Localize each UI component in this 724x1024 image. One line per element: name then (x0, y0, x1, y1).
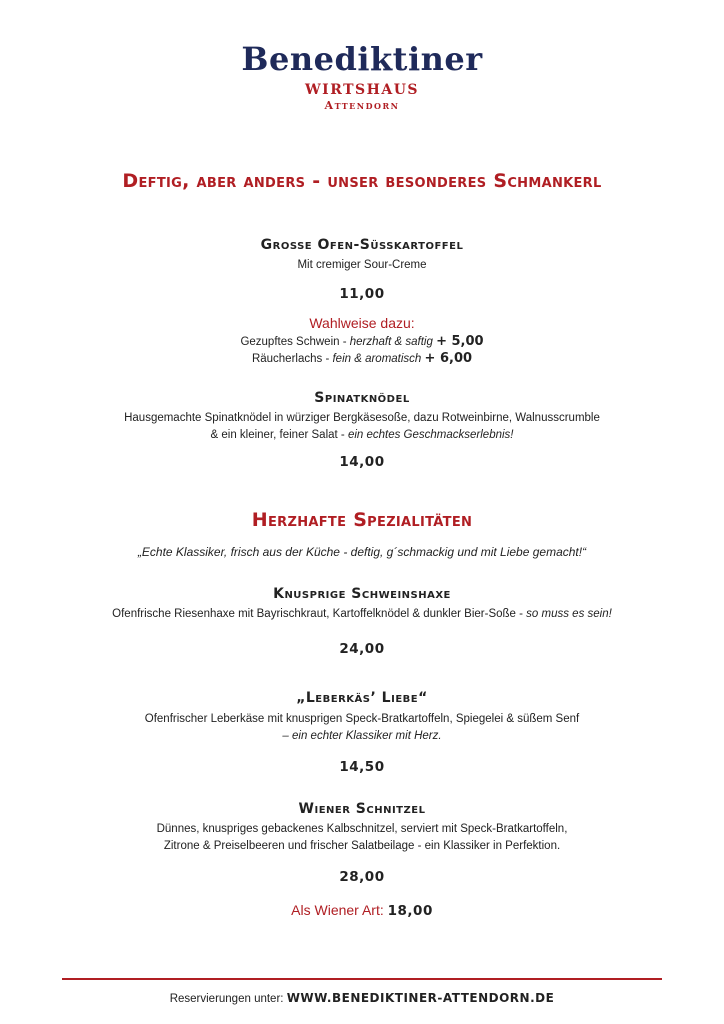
footer-reservation (0, 991, 724, 1005)
addon-price: + 5,00 (436, 334, 484, 349)
dish-desc-schnitzel (0, 821, 724, 855)
footer-url-link[interactable]: WWW.BENEDIKTINER-ATTENDORN.DE (286, 991, 555, 1005)
dish-desc-leberkaes (0, 711, 724, 745)
section-title-schmankerl: Deftig, aber anders - unser besonderes Schmankerl (122, 170, 602, 192)
dish-price-leberkaes: 14,50 (339, 759, 385, 775)
addon-name: Räucherlachs - (251, 353, 333, 365)
desc-line: Ofenfrische Riesenhaxe mit Bayrischkraut, Kartoffelknödel & dunkler Bier-Soße - (112, 608, 527, 620)
variant-label: Als Wiener Art: (291, 902, 384, 918)
addon-item (0, 333, 724, 351)
dish-price-suesskartoffel: 11,00 (339, 286, 385, 302)
desc-line: Zitrone & Preiselbeeren und frischer Salatbeilage - ein Klassiker in Perfektion. (163, 840, 561, 852)
desc-line: Ofenfrischer Leberkäse mit knusprigen Speck-Bratkartoffeln, Spiegelei & süßem Senf (144, 713, 580, 725)
dish-price-schnitzel: 28,00 (339, 869, 385, 885)
desc-line: Hausgemachte Spinatknödel in würziger Bergkäsesoße, dazu Rotweinbirne, Walnusscrumble (124, 412, 600, 424)
addon-note: herzhaft & saftig (349, 336, 433, 348)
dish-title-spinatknoedel: Spinatknödel (314, 390, 410, 406)
dish-title-suesskartoffel: Grosse Ofen-Süsskartoffel (260, 237, 464, 253)
footer-label: Reservierungen unter: (169, 993, 284, 1005)
dish-price-schweinshaxe: 24,00 (339, 641, 385, 657)
section-title-spezialitaeten: Herzhafte Spezialitäten (251, 509, 473, 531)
addon-price: + 6,00 (424, 351, 473, 366)
brand-logo: Benediktiner (241, 40, 483, 78)
brand-subtitle: WIRTSHAUS (304, 82, 420, 98)
desc-line: & ein kleiner, feiner Salat - (210, 429, 348, 441)
dish-title-leberkaes: „Leberkäs’ Liebe“ (296, 690, 428, 706)
dish-variant-schnitzel (0, 902, 724, 919)
desc-italic: – ein echter Klassiker mit Herz. (282, 730, 442, 742)
desc-line: Dünnes, knuspriges gebackenes Kalbschnitzel, serviert mit Speck-Bratkartoffeln, (156, 823, 568, 835)
variant-price: 18,00 (387, 903, 433, 919)
desc-italic: so muss es sein! (526, 608, 612, 620)
section-quote: „Echte Klassiker, frisch aus der Küche - deftig, g´schmackig und mit Liebe gemacht!“ (137, 545, 587, 559)
dish-title-schnitzel: Wiener Schnitzel (298, 801, 426, 817)
dish-price-spinatknoedel: 14,00 (339, 454, 385, 470)
dish-title-schweinshaxe: Knusprige Schweinshaxe (273, 586, 451, 602)
dish-desc-schweinshaxe (0, 606, 724, 623)
dish-desc-spinatknoedel (0, 410, 724, 444)
dish-desc-suesskartoffel: Mit cremiger Sour-Creme (297, 259, 427, 271)
addon-heading: Wahlweise dazu: (309, 315, 415, 331)
addon-note: fein & aromatisch (332, 353, 422, 365)
footer-divider (62, 978, 662, 980)
desc-italic: ein echtes Geschmackserlebnis! (347, 429, 514, 441)
addon-item (0, 350, 724, 368)
brand-location: Attendorn (324, 99, 400, 112)
addon-name: Gezupftes Schwein - (240, 336, 350, 348)
